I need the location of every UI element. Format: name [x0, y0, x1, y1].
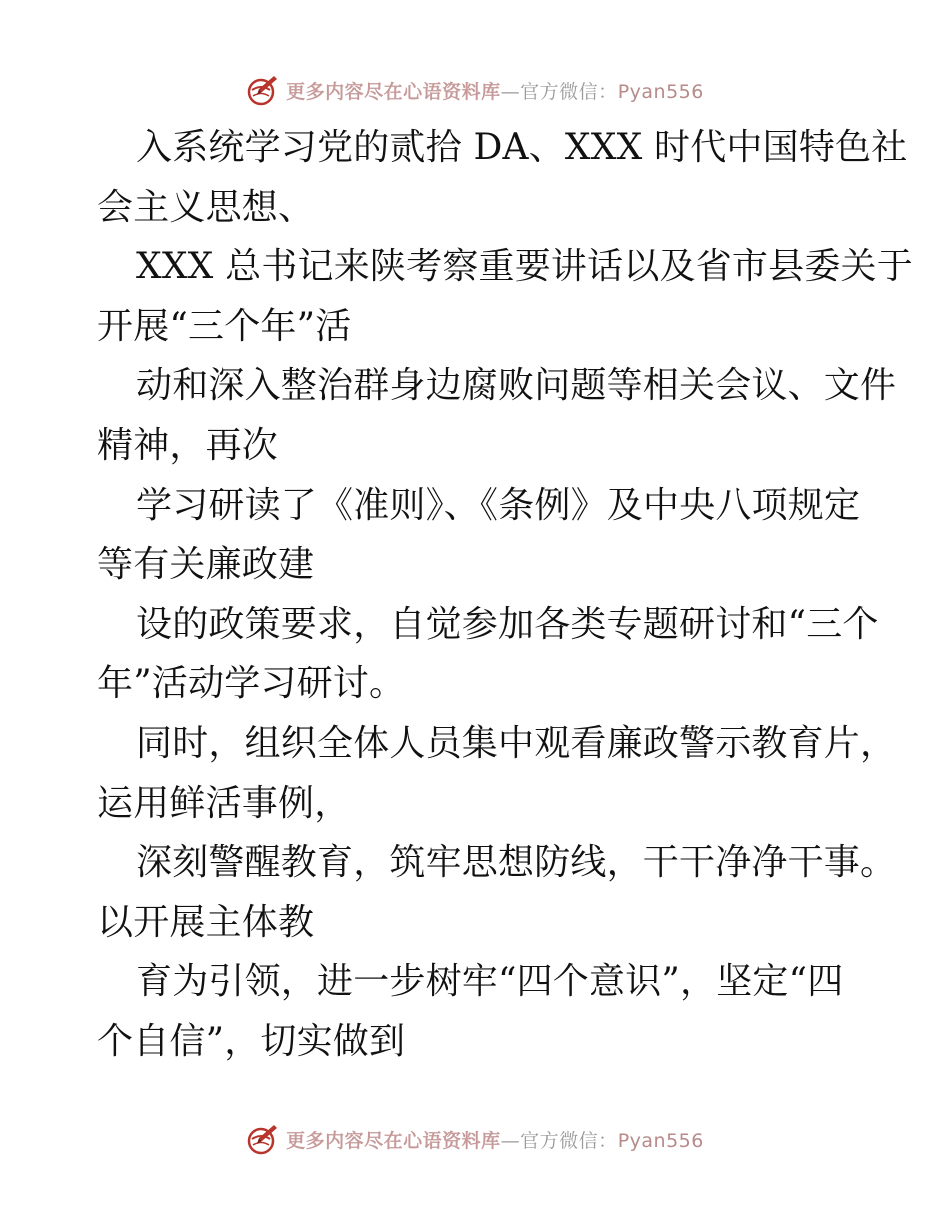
body-line: 设的政策要求，自觉参加各类专题研讨和“三个 [136, 603, 879, 645]
body-line: 等有关廉政建 [97, 544, 315, 586]
header-banner-content [246, 73, 704, 107]
body-line: 深刻警醒教育，筑牢思想防线，干干净净干事。 [136, 842, 897, 884]
header-banner-wechat-label: 官方微信： [520, 80, 618, 103]
body-line: XXX 总书记来陕考察重要讲话以及省市县委关于 [136, 246, 913, 288]
footer-banner-content [246, 1122, 704, 1156]
pen-globe-icon [246, 73, 280, 107]
footer-banner-text [286, 1126, 704, 1153]
footer-banner-dash: — [500, 1129, 521, 1152]
body-line: 运用鲜活事例， [97, 782, 351, 824]
body-line: 年”活动学习研讨。 [97, 663, 406, 705]
body-line: 个自信”，切实做到 [97, 1020, 406, 1062]
footer-banner-left-text: 更多内容尽在心语资料库 [286, 1129, 501, 1152]
footer-banner [0, 1119, 950, 1159]
body-line: 开展“三个年”活 [97, 305, 352, 347]
body-line: 动和深入整治群身边腐败问题等相关会议、文件 [136, 365, 897, 407]
body-line: 会主义思想、 [97, 186, 315, 228]
header-banner [0, 70, 950, 110]
footer-banner-wechat-id: Pyan556 [617, 1129, 704, 1152]
body-line: 育为引领，进一步树牢“四个意识”，坚定“四 [136, 961, 844, 1003]
footer-banner-wechat-label: 官方微信： [520, 1129, 618, 1152]
header-banner-text [286, 77, 704, 104]
body-line: 入系统学习党的贰拾 DA、XXX 时代中国特色社 [136, 127, 908, 168]
header-banner-dash: — [500, 80, 521, 103]
pen-globe-icon [246, 1122, 280, 1156]
header-banner-wechat-id: Pyan556 [617, 80, 704, 103]
body-line: 学习研读了《准则》、《条例》及中央八项规定 [136, 484, 861, 526]
body-line: 以开展主体教 [97, 901, 315, 943]
body-line: 精神，再次 [97, 424, 279, 466]
header-banner-left-text: 更多内容尽在心语资料库 [286, 80, 501, 103]
document-body [97, 118, 913, 1072]
body-line: 同时，组织全体人员集中观看廉政警示教育片， [136, 722, 897, 764]
